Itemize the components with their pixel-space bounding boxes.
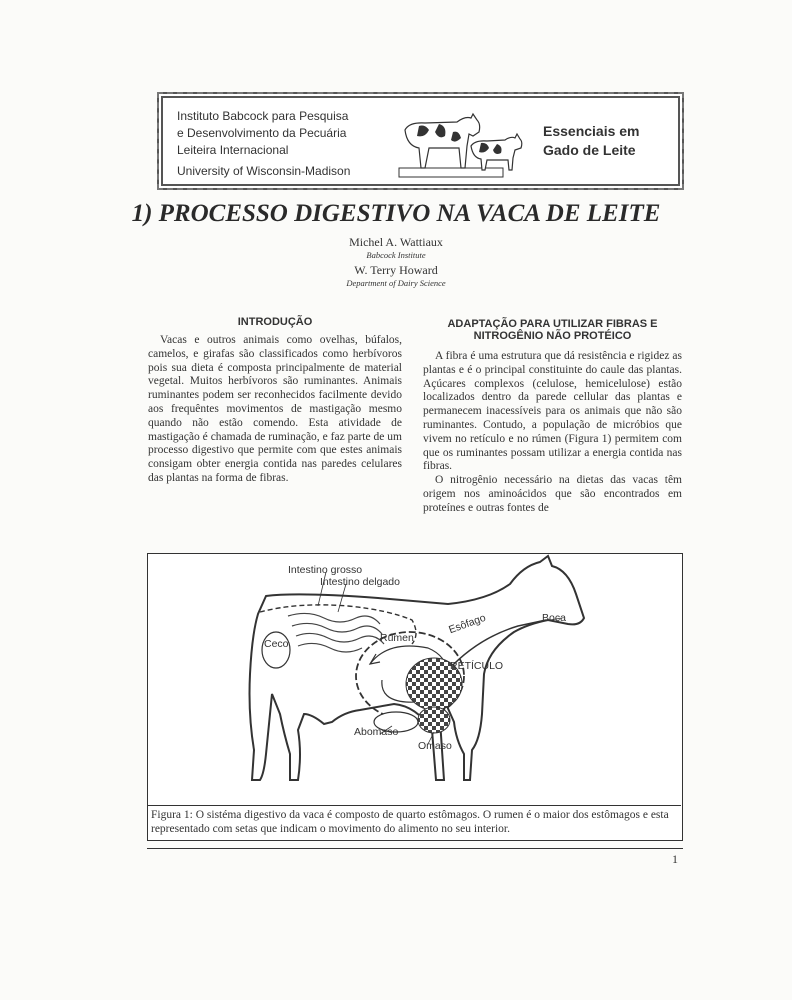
cows-logo [395, 106, 535, 184]
left-column [148, 334, 402, 486]
page-number: 1 [672, 852, 678, 866]
label-boca: Boca [542, 612, 566, 624]
label-omaso: Omaso [418, 740, 452, 752]
header-banner [157, 92, 684, 190]
adaptation-paragraph-2: O nitrogênio necessário na dietas das vacas têm origem nos aminoácidos que são encontrados em proteínes e outras fontes de [423, 474, 682, 514]
series-title [543, 122, 640, 160]
label-abomaso: Abomaso [354, 726, 399, 738]
author-2-affiliation: Department of Dairy Science [346, 278, 446, 288]
intro-paragraph: Vacas e outros animais como ovelhas, búfalos, camelos, e girafas são classificados como herbívoros pois sua dieta é composta principalmente de material vegetal. Muitos herbívoros são ruminantes. Animais ruminantes podem ser reconhecidos facilmente devido aos frequêntes movimentos de mastigação mesmo quando não estão comendo. Esta atividade de mastigação é chamada de ruminação, e faz parte de um processo digestivo que permite com que estes animais consigam obter energia contida nas paredes celulares das plantas na forma de fibras. [148, 334, 402, 484]
adaptation-paragraph-1: A fibra é uma estrutura que dá resistência e rigidez as plantas e é o principal constituinte do caule das plantas. Açúcares complexos (celulose, hemicelulose) estão localizados dentro da parede cellular das plantas e permanecem inacessíveis para os animais que não são ruminantes. Contudo, a população de micróbios que vivem no retículo e no rúmen (Figura 1) permitem com que os ruminantes possam utilizar a energia contida nas fibras. [423, 350, 682, 473]
label-rumen: Rúmen [380, 632, 414, 644]
institute-line-2: e Desenvolvimento da Pecuária [177, 126, 347, 140]
footer-rule [147, 848, 683, 849]
university-name: University of Wisconsin-Madison [177, 164, 351, 178]
series-line-1: Essenciais em [543, 123, 640, 139]
document-title: 1) PROCESSO DIGESTIVO NA VACA DE LEITE [131, 200, 661, 227]
omasum-organ [418, 707, 450, 733]
label-reticulo: RETÍCULO [450, 660, 504, 672]
institute-line-1: Instituto Babcock para Pesquisa [177, 109, 349, 123]
label-intestino-delgado: Intestino delgado [320, 576, 400, 588]
label-ceco: Ceco [264, 638, 289, 650]
figure-1 [147, 553, 683, 841]
label-esofago: Esôfago [447, 611, 488, 637]
right-column [423, 350, 682, 516]
author-1-name: Michel A. Wattiaux [349, 235, 443, 249]
cow-digestive-diagram [148, 554, 681, 804]
intro-heading: INTRODUÇÃO [237, 316, 313, 328]
series-line-2: Gado de Leite [543, 142, 636, 158]
adaptation-heading: ADAPTAÇÃO PARA UTILIZAR FIBRAS E NITROGÊNIO NÃO PROTÉICO [447, 318, 658, 342]
label-intestino-grosso: Intestino grosso [288, 564, 363, 576]
institute-block [177, 108, 350, 180]
author-1-affiliation: Babcock Institute [366, 250, 426, 260]
figure-caption: Figura 1: O sistéma digestivo da vaca é composto de quarto estômagos. O rumen é o maior dos estômagos e esta representado com setas que indicam o movimento do alimento no seu interior. [148, 805, 681, 838]
institute-line-3: Leiteira Internacional [177, 143, 289, 157]
author-2-name: W. Terry Howard [354, 263, 438, 277]
